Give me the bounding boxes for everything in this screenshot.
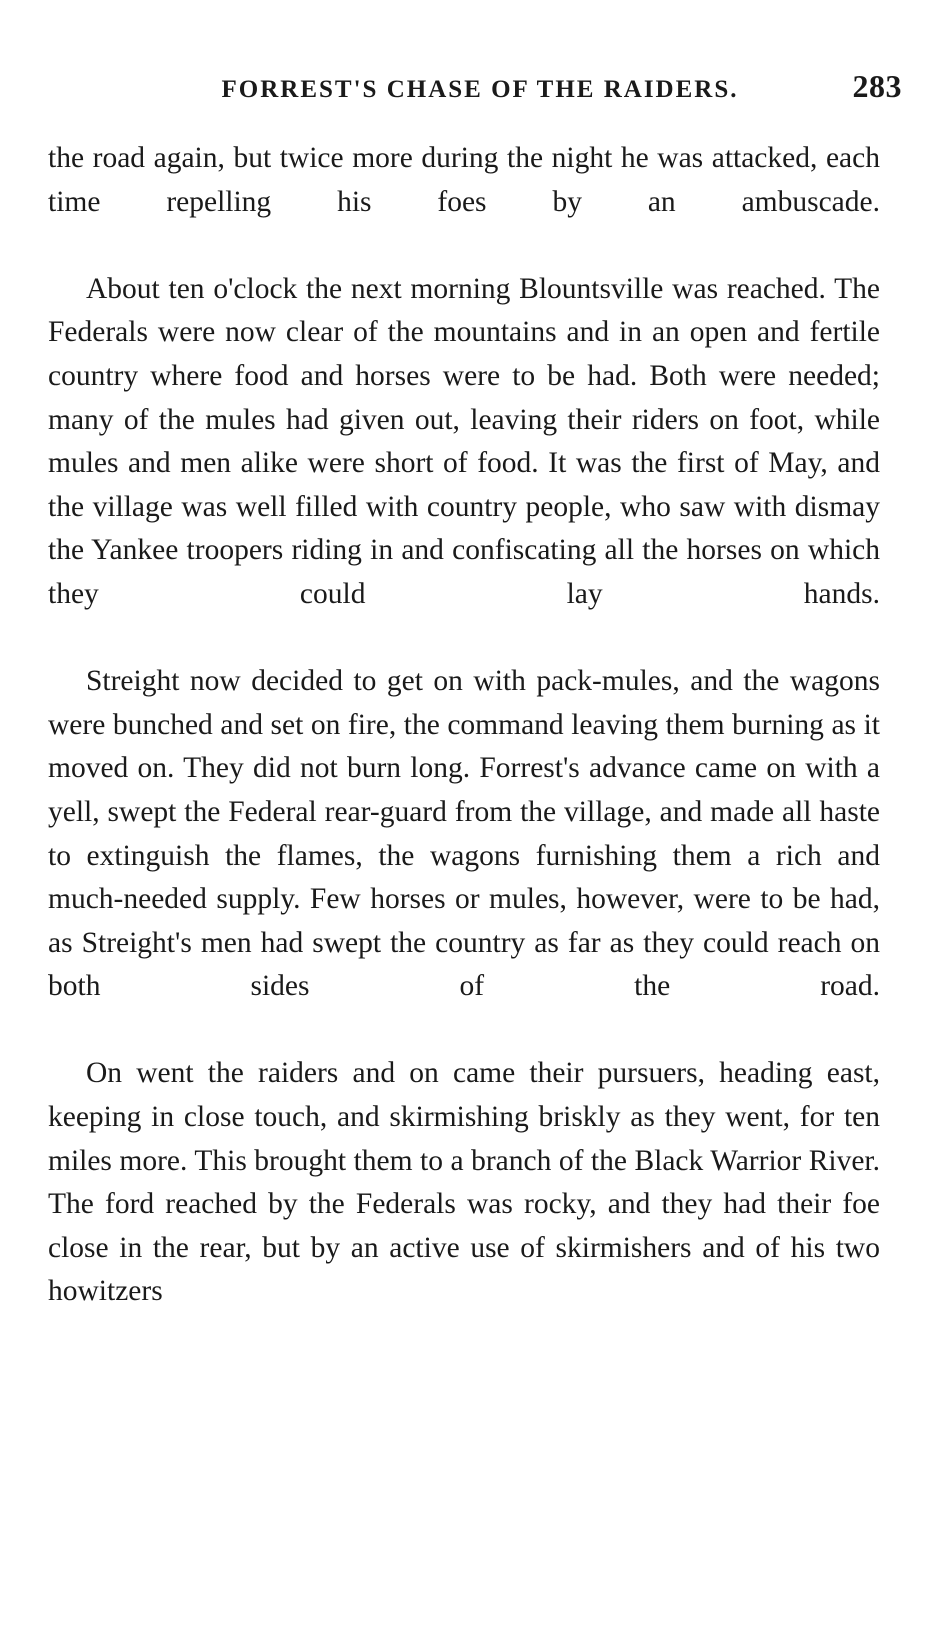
running-title: FORREST'S CHASE OF THE RAIDERS. bbox=[221, 76, 739, 103]
paragraph: Streight now decided to get on with pack-mules, and the wagons were bunched and set on fire, the command leaving them burning as it moved on. They did not burn long. Forrest's advance came on with a yell, swept the Federal rear-guard from the village, and made all haste to extinguish the flames, the wagons furnishing them a rich and much-needed supply. Few horses or mules, however, were to be had, as Streight's men had swept the country as far as they could reach on both sides of the road. bbox=[48, 665, 880, 1003]
page-number: 283 bbox=[852, 68, 902, 104]
running-head bbox=[48, 68, 902, 112]
page-body bbox=[48, 137, 880, 1358]
paragraph: the road again, but twice more during the night he was attacked, each time repelling his foes by an ambuscade. bbox=[48, 142, 880, 218]
paragraph: About ten o'clock the next morning Blountsville was reached. The Federals were now clear of the mountains and in an open and fertile country where food and horses were to be had. Both were needed; many of the mules had given out, leaving their riders on foot, while mules and men alike were short of food. It was the first of May, and the village was well filled with country people, who saw with dismay the Yankee troopers riding in and confiscating all the horses on which they could lay hands. bbox=[48, 272, 880, 610]
paragraph: On went the raiders and on came their pursuers, heading east, keeping in close touch, and skirmishing briskly as they went, for ten miles more. This brought them to a branch of the Black Warrior River. The ford reached by the Federals was rocky, and they had their foe close in the rear, but by an active use of skirmishers and of his two howitzers bbox=[48, 1057, 880, 1308]
